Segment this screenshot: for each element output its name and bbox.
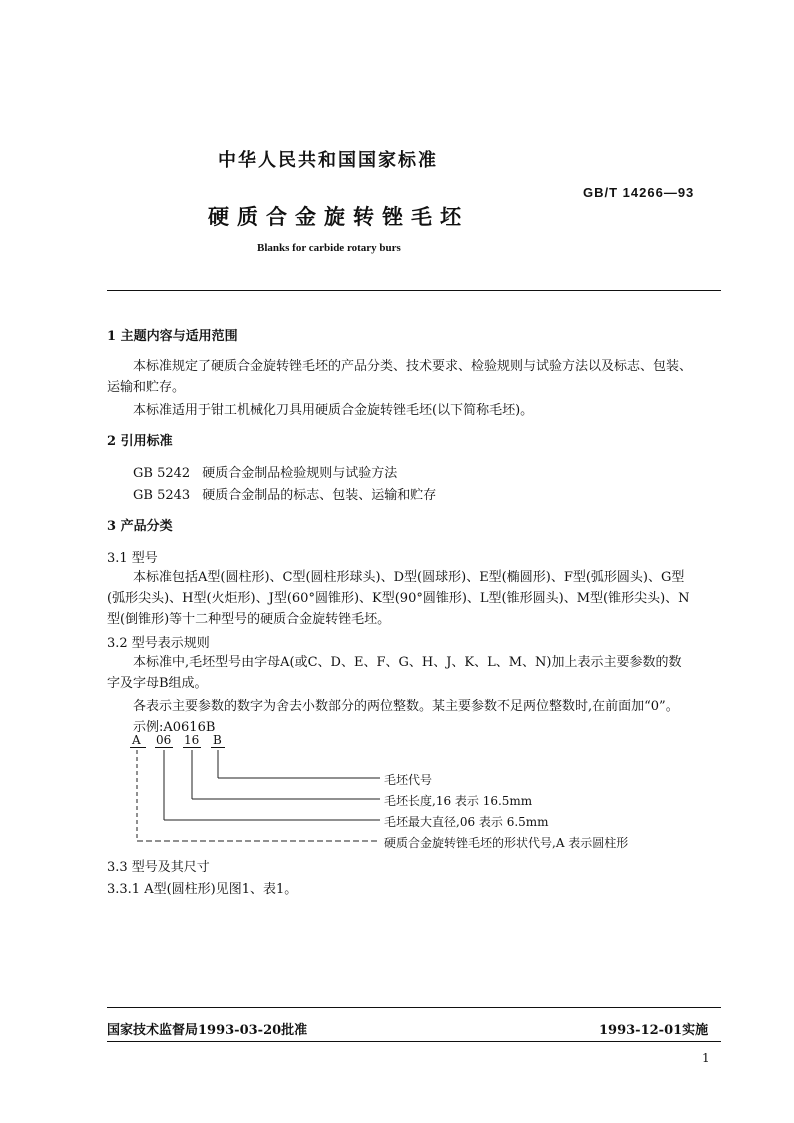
section-3-2-heading: 3.2 型号表示规则: [107, 636, 210, 651]
code-part-length: 16: [184, 733, 200, 747]
section-1-heading: 1 主题内容与适用范围: [107, 329, 238, 344]
diagram-label-shape: 硬质合金旋转锉毛坯的形状代号,A 表示圆柱形: [384, 836, 629, 850]
diagram-label-blank-code: 毛坯代号: [384, 773, 433, 787]
approval-note: 国家技术监督局1993-03-20批准: [107, 1023, 308, 1038]
footer-bottom-divider: [107, 1041, 721, 1042]
reference-item: [133, 462, 397, 481]
document-title: 硬质合金旋转锉毛坯: [208, 204, 469, 229]
code-part-diameter: 06: [156, 733, 172, 747]
page-number: 1: [702, 1051, 710, 1065]
example-label: 示例:A0616B: [133, 720, 216, 735]
reference-title: 硬质合金制品检验规则与试验方法: [202, 466, 398, 481]
code-part-letter: A: [132, 733, 141, 747]
reference-item: [133, 484, 436, 503]
reference-title: 硬质合金制品的标志、包装、运输和贮存: [202, 488, 437, 503]
section-3-3-1-text: 3.3.1 A型(圆柱形)见图1、表1。: [107, 882, 298, 897]
section-3-1-paragraph: 本标准包括A型(圆柱形)、C型(圆柱形球头)、D型(圆球形)、E型(椭圆形)、F型(弧形圆头)、G型(弧形尖头)、H型(火炬形)、J型(60°圆锥形)、K型(90°圆锥形)、L型(锥形圆头)、M型(锥形尖头)、N型(倒锥形)等十二种型号的硬质合金旋转锉毛坯。: [107, 570, 690, 627]
section-2-heading: 2 引用标准: [107, 434, 173, 449]
section-1-paragraph-1: 本标准规定了硬质合金旋转锉毛坯的产品分类、技术要求、检验规则与试验方法以及标志、包装、运输和贮存。: [107, 359, 693, 395]
footer-divider: [107, 1007, 721, 1008]
header-divider: [107, 290, 721, 291]
section-3-2-paragraph-2: 各表示主要参数的数字为舍去小数部分的两位整数。某主要参数不足两位整数时,在前面加“0”。: [133, 699, 679, 714]
implementation-date: 1993-12-01实施: [599, 1023, 709, 1038]
diagram-label-diameter: 毛坯最大直径,06 表示 6.5mm: [384, 815, 549, 829]
diagram-label-length: 毛坯长度,16 表示 16.5mm: [384, 794, 533, 808]
document-title-english: Blanks for carbide rotary burs: [257, 242, 401, 254]
section-3-heading: 3 产品分类: [107, 519, 173, 534]
section-3-1-heading: 3.1 型号: [107, 551, 158, 566]
code-part-suffix: B: [213, 733, 222, 747]
national-standard-title: 中华人民共和国国家标准: [218, 150, 438, 171]
reference-code: GB 5242: [133, 466, 191, 481]
section-1-paragraph-2: 本标准适用于钳工机械化刀具用硬质合金旋转锉毛坯(以下简称毛坯)。: [133, 403, 534, 418]
section-3-3-heading: 3.3 型号及其尺寸: [107, 860, 210, 875]
standard-code: GB/T 14266—93: [583, 185, 695, 200]
reference-code: GB 5243: [133, 488, 191, 503]
section-3-2-paragraph-1: 本标准中,毛坯型号由字母A(或C、D、E、F、G、H、J、K、L、M、N)加上表示主要参数的数字及字母B组成。: [107, 655, 682, 691]
